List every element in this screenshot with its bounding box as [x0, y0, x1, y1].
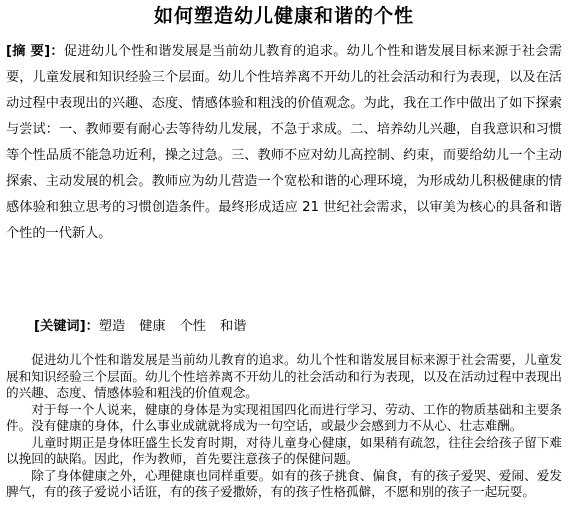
keyword-item: 健康	[139, 319, 166, 334]
body-paragraph: 除了身体健康之外，心理健康也同样重要。如有的孩子挑食、偏食，有的孩子爱哭、爱闹、爱发脾气，有的孩子爱说小话诳，有的孩子爱撒娇，有的孩子性格孤僻，不愿和别的孩子一起玩耍。	[6, 467, 562, 499]
keyword-item: 和谐	[219, 319, 247, 334]
body-paragraph: 促进幼儿个性和谐发展是当前幼儿教育的追求。幼儿个性和谐发展目标来源于社会需要，儿童发展和知识经验三个层面。幼儿个性培养离不开幼儿的社会活动和行为表现，以及在活动过程中表现出的兴趣、态度、情感体验和粗浅的价值观念。	[6, 352, 562, 400]
keywords-list	[99, 319, 261, 334]
abstract-label: [摘 要]：	[6, 44, 64, 59]
abstract-section	[6, 39, 562, 247]
abstract-text: 促进幼儿个性和谐发展是当前幼儿教育的追求。幼儿个性和谐发展目标来源于社会需要，儿童发展和知识经验三个层面。幼儿个性培养离不开幼儿的社会活动和行为表现，以及在活动过程中表现出的兴趣、态度、情感体验和粗浅的价值观念。为此，我在工作中做出了如下探索与尝试：一、教师要有耐心去等待幼儿发展，不急于求成。二、培养幼儿兴趣，自我意识和习惯等个性品质不能急功近利，操之过急。三、教师不应对幼儿高控制、约束，而要给幼儿一个主动探索、主动发展的机会。教师应为幼儿营造一个宽松和谐的心理环境，为形成幼儿积极健康的情感体验和独立思考的习惯创造条件。最终形成适应 21 世纪社会需求，以审美为核心的具备和谐个性的一代新人。	[6, 44, 562, 241]
body-text	[6, 352, 562, 501]
document-title: 如何塑造幼儿健康和谐的个性	[153, 5, 414, 27]
body-paragraph: 儿童时期正是身体旺盛生长发育时期，对待儿童身心健康，如果稍有疏忽，往往会给孩子留下难以挽回的缺陷。因此，作为教师，首先要注意孩子的保健问题。	[6, 434, 562, 466]
keywords-section	[34, 317, 554, 337]
keywords-label: [关键词]：	[34, 319, 99, 334]
keyword-item: 个性	[179, 319, 206, 334]
keyword-item: 塑造	[98, 319, 126, 334]
body-paragraph: 对于每一个人说来，健康的身体是为实现祖国四化而进行学习、劳动、工作的物质基础和主要条件。没有健康的身体，什么事业成就就将成为一句空话，或最少会感到力不从心、壮志难酬。	[6, 401, 562, 433]
